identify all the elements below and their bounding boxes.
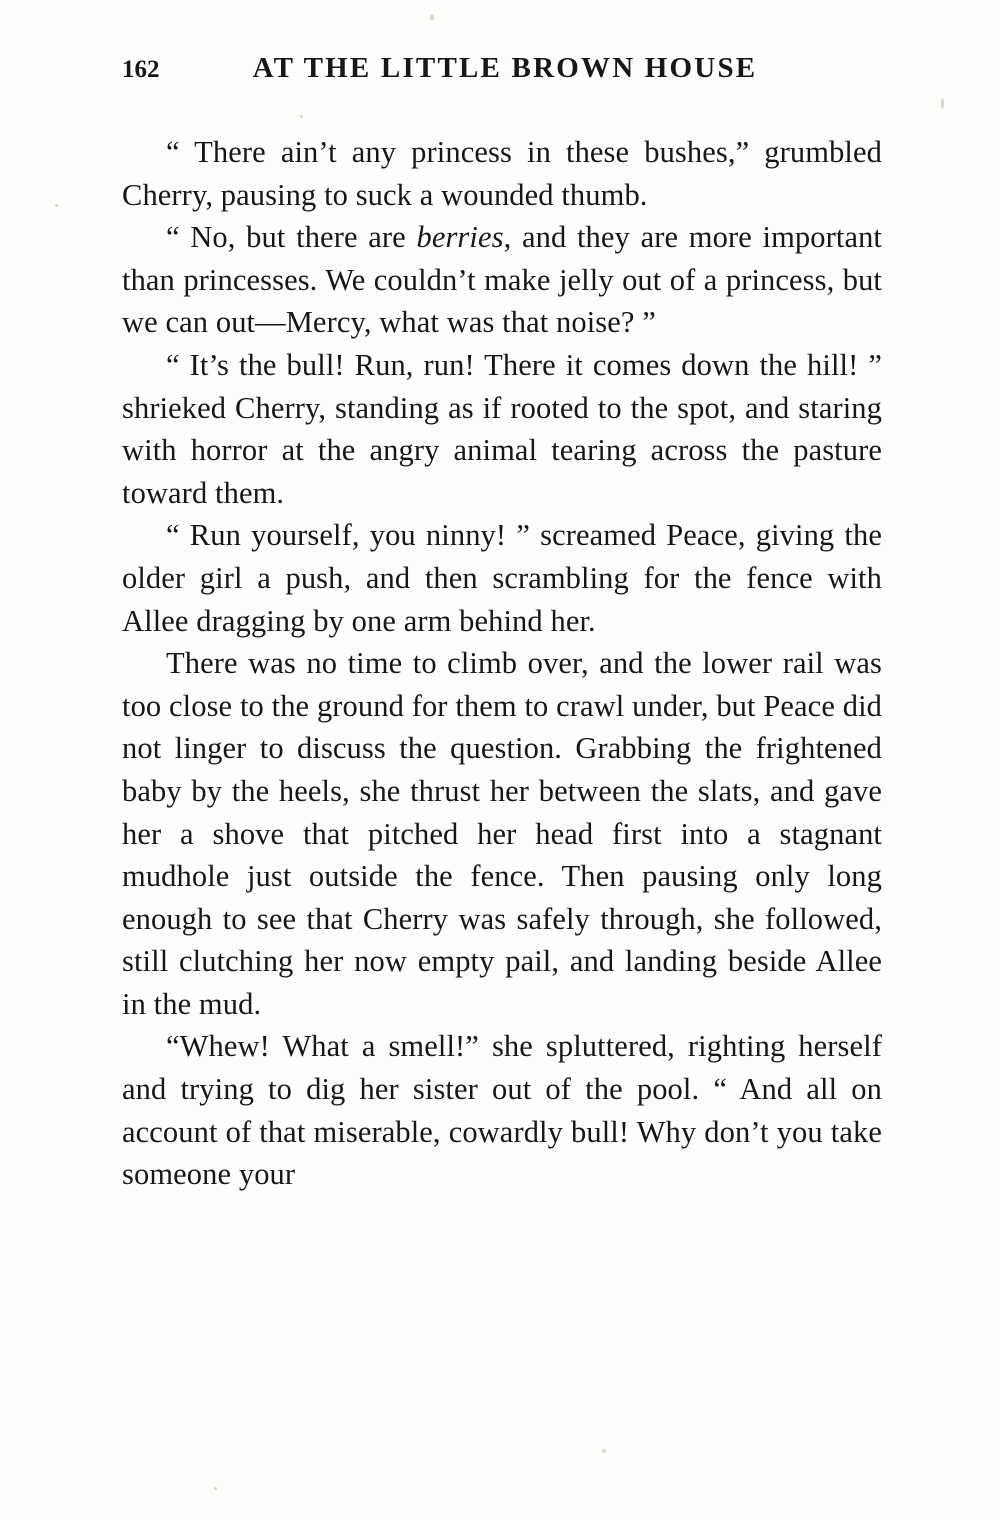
paragraph: “ There ain’t any princess in these bushes,” grumbled Cherry, pausing to suck a wounded thumb. <box>122 135 882 212</box>
page-speck <box>55 204 58 207</box>
paragraph: “ Run yourself, you ninny! ” screamed Peace, giving the older girl a push, and then scrambling for the fence with Allee dragging by one arm behind her. <box>122 518 882 638</box>
body-text <box>122 131 882 1196</box>
page-number: 162 <box>122 56 160 83</box>
running-head <box>122 52 882 85</box>
paragraph: “ No, but there are berries, and they are more important than princesses. We couldn’t make jelly out of a princess, but we can out—Mercy, what was that noise? ” <box>122 220 882 340</box>
emphasised-word: berries <box>416 220 504 255</box>
page-speck <box>941 98 944 109</box>
page-speck <box>430 14 434 21</box>
paragraph: There was no time to climb over, and the lower rail was too close to the ground for them to crawl under, but Peace did not linger to discuss the question. Grabbing the frightened baby by the heels, she thrust her between the slats, and gave her a shove that pitched her head first into a stagnant mudhole just outside the fence. Then pausing only long enough to see that Cherry was safely through, she followed, still clutching her now empty pail, and landing beside Allee in the mud. <box>122 646 882 1021</box>
paragraph: “ It’s the bull! Run, run! There it comes down the hill! ” shrieked Cherry, standing as if rooted to the spot, and staring with horror at the angry animal tearing across the pasture toward them. <box>122 347 882 510</box>
page-title: AT THE LITTLE BROWN HOUSE <box>252 52 758 84</box>
page-content <box>122 52 882 1196</box>
paragraph: “Whew! What a smell!” she spluttered, righting herself and trying to dig her sister out of the pool. “ And all on account of that miserable, cowardly bull! Why don’t you take someone your <box>122 1029 882 1192</box>
page-speck <box>214 1487 217 1490</box>
page-speck <box>602 1449 606 1453</box>
